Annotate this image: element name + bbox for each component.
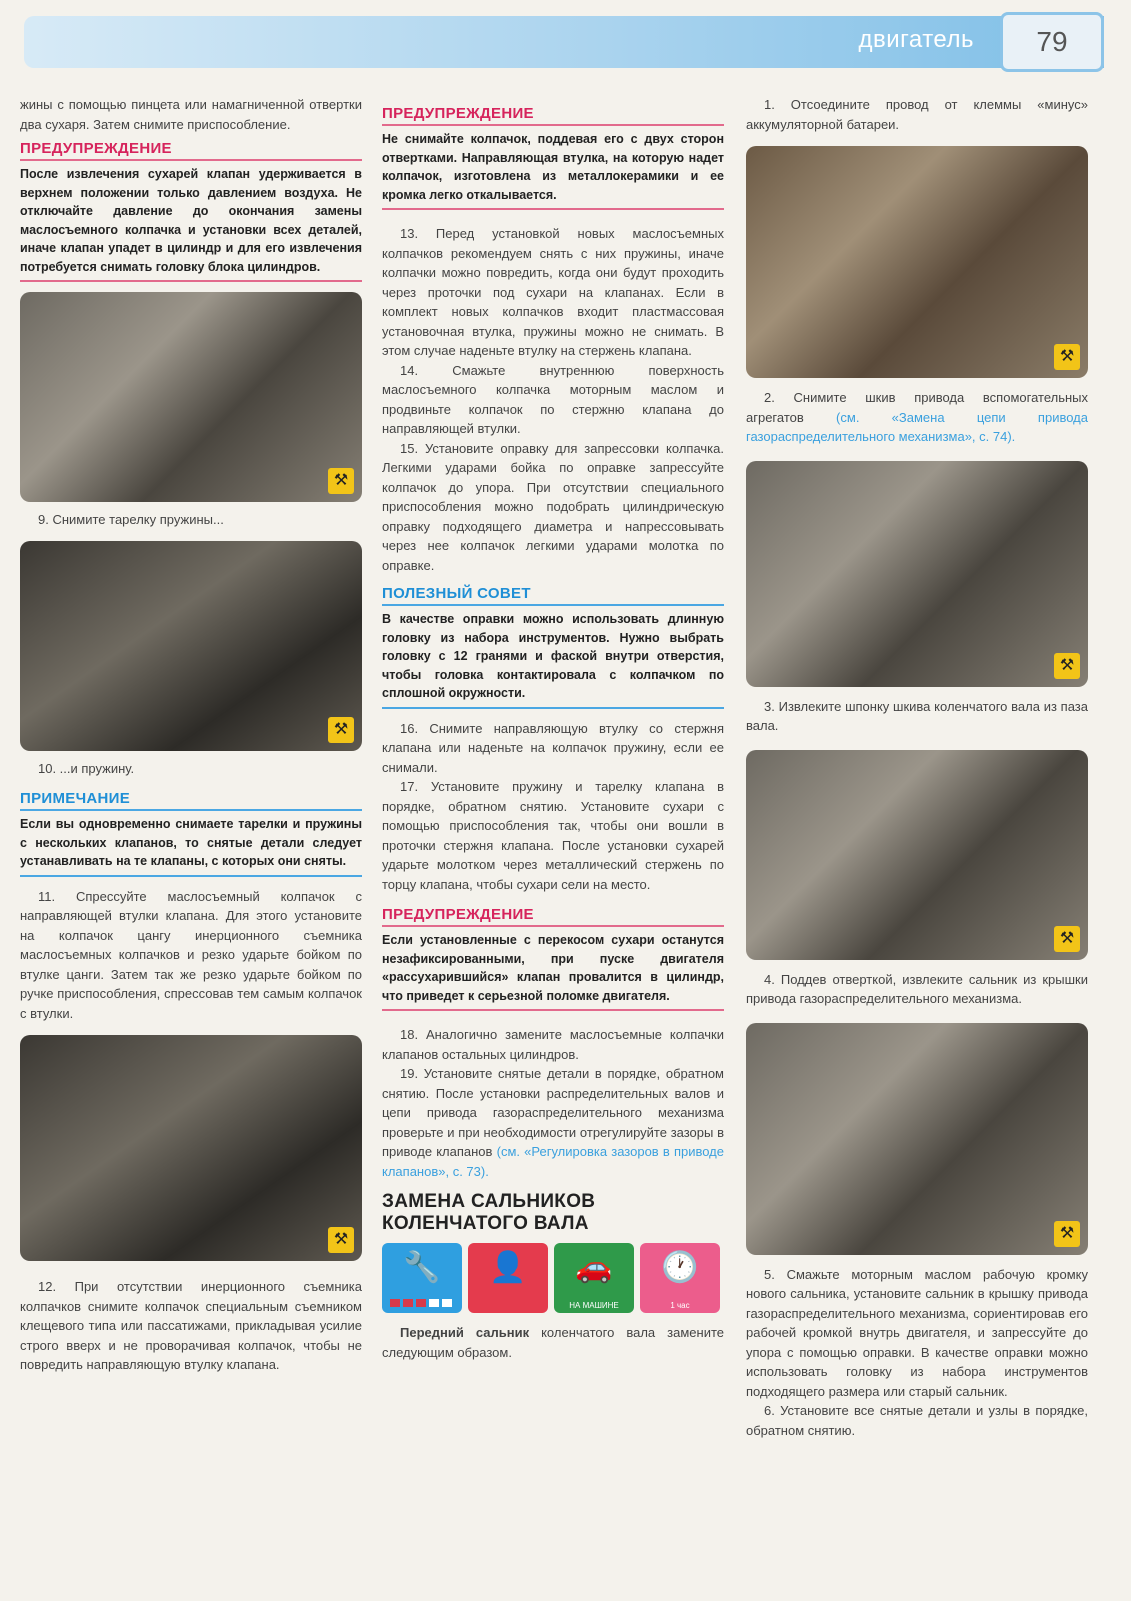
note-text: Если вы одновременно снимаете тарелки и пружины с нескольких клапанов, то снятые детали следует устанавливать на те клапаны, с которых они сняты.: [20, 815, 362, 877]
caption-step-6: 6. Установите все снятые детали и узлы в порядке, обратном снятию.: [746, 1403, 1088, 1438]
section-title: двигатель: [858, 26, 974, 53]
intro-paragraph: [382, 1323, 724, 1362]
caption-step-2: [746, 388, 1088, 447]
car-label: НА МАШИНЕ: [569, 1301, 619, 1310]
page-header: [24, 16, 1104, 68]
warning-text: Если установленные с перекосом сухари останутся незафиксированными, при пуске двигателя «рассухарившийся» клапан провалится в цилиндр, что приведет к серьезной поломке двигателя.: [382, 931, 724, 1011]
paragraph-step-14: 14. Смажьте внутреннюю поверхность маслосъемного колпачка моторным маслом и продвиньте колпачок по стержню клапана до направляющей втулки.: [382, 362, 724, 436]
car-icon: 🚗 НА МАШИНЕ: [554, 1243, 634, 1313]
tip-title: ПОЛЕЗНЫЙ СОВЕТ: [382, 585, 724, 606]
wrench-badge-icon: ⚒: [328, 468, 354, 494]
photo-step-3: [746, 750, 1088, 960]
paragraph-step-13: 13. Перед установкой новых маслосъемных колпачков рекомендуем снять с них пружины, иначе колпачки можно повредить, когда они будут проходить через проточки под сухари на клапанах. Если в комплект новых колпачков входит пластмассовая установочная втулка, пружины можно не снимать. В этом случае наденьте втулку на стержень клапана.: [382, 226, 724, 358]
caption-step-9: 9. Снимите тарелку пружины...: [38, 512, 224, 527]
wrench-badge-icon: ⚒: [328, 717, 354, 743]
cross-reference-link[interactable]: (см. «Замена цепи привода газораспределительного механизма», с. 74).: [746, 409, 1088, 444]
warning-title: ПРЕДУПРЕЖДЕНИЕ: [20, 140, 362, 161]
wrench-badge-icon: ⚒: [1054, 1221, 1080, 1247]
photo-step-2: [746, 461, 1088, 687]
photo-step-10: [20, 541, 362, 751]
warning-text: Не снимайте колпачок, поддевая его с двух сторон отвертками. Направляющая втулка, на которую надет колпачок, изготовлена из металлокерамики и ее кромка легко откалывается.: [382, 130, 724, 210]
difficulty-rating-icon: [390, 1299, 452, 1307]
caption-step-1: 1. Отсоедините провод от клеммы «минус» аккумуляторной батареи.: [746, 97, 1088, 132]
note-title: ПРИМЕЧАНИЕ: [20, 790, 362, 811]
intro-text: коленчатого вала замените следующим образом.: [382, 1325, 724, 1360]
paragraph-text: 19. Установите снятые детали в порядке, обратном снятию. После установки распределительных валов и цепи привода газораспределительного механизма проверьте и при необходимости отрегулируйте зазоры в приводе клапанов: [382, 1066, 724, 1159]
wrench-badge-icon: ⚒: [1054, 344, 1080, 370]
intro-bold: Передний сальник: [400, 1325, 530, 1340]
warning-text: После извлечения сухарей клапан удерживается в верхнем положении только давлением воздуха. Не отключайте давление до окончания замены маслосъемного колпачка и установки всех деталей, иначе клапан упадет в цилиндр и для его извлечения потребуется снимать головку блока цилиндров.: [20, 165, 362, 282]
page-number: 79: [1000, 12, 1104, 72]
photo-step-11: [20, 1035, 362, 1261]
caption-step-4: 4. Поддев отверткой, извлеките сальник из крышки привода газораспределительного механизма.: [746, 971, 1088, 1006]
tip-text: В качестве оправки можно использовать длинную головку из набора инструментов. Нужно выбрать головку с 12 гранями и фаской внутри отверстия, чтобы головка контактировала с колпачком по сплошной окружности.: [382, 610, 724, 709]
warning-box: [382, 105, 724, 210]
cross-reference-link[interactable]: (см. «Регулировка зазоров в приводе клапанов», с. 73).: [382, 1144, 724, 1179]
person-icon: 👤: [468, 1243, 548, 1313]
paragraph-step-16: 16. Снимите направляющую втулку со стержня клапана или наденьте на колпачок пружину, если ее снимали.: [382, 720, 724, 775]
note-box: [20, 790, 362, 877]
paragraph-step-17: 17. Установите пружину и тарелку клапана в порядке, обратном снятию. Установите сухари с помощью приспособления так, чтобы они вошли в проточки стержня клапана. После установки сухарей ударьте молотком через металлический стержень по торцу клапана, чтобы сухари сели на место.: [382, 779, 724, 892]
difficulty-icons: [382, 1243, 724, 1313]
warning-title: ПРЕДУПРЕЖДЕНИЕ: [382, 105, 724, 126]
clock-icon: 🕐 1 час: [640, 1243, 720, 1313]
time-label: 1 час: [670, 1301, 690, 1310]
photo-step-4: [746, 1023, 1088, 1255]
warning-box: [382, 906, 724, 1011]
section-heading: ЗАМЕНА САЛЬНИКОВ КОЛЕНЧАТОГО ВАЛА: [382, 1191, 596, 1234]
photo-step-1: [746, 146, 1088, 378]
wrench-badge-icon: ⚒: [328, 1227, 354, 1253]
wrench-badge-icon: ⚒: [1054, 653, 1080, 679]
column-middle: [382, 95, 724, 1362]
paragraph-step-19: [382, 1064, 724, 1181]
tip-box: [382, 585, 724, 709]
column-left: [20, 95, 362, 1375]
caption-text: 2. Снимите шкив привода вспомогательных агрегатов: [746, 390, 1088, 425]
paragraph: жины с помощью пинцета или намагниченной отвертки два сухаря. Затем снимите приспособление.: [20, 97, 362, 132]
warning-box: [20, 140, 362, 282]
wrench-badge-icon: ⚒: [1054, 926, 1080, 952]
caption-step-5: 5. Смажьте моторным маслом рабочую кромку нового сальника, установите сальник в крышку привода газораспределительного механизма, сориентировав его рабочей кромкой внутрь двигателя, и запрессуйте до упора с помощью оправки. В качестве оправки можно использовать головку из набора инструментов подходящего размера или старый сальник.: [746, 1266, 1088, 1399]
paragraph-step-11: 11. Спрессуйте маслосъемный колпачок с направляющей втулки клапана. Для этого установите на колпачок цангу инерционного съемника маслосъемных колпачков и резко ударьте бойком по втулке цанги. Затем так же резко ударьте бойком по ручке приспособления, спрессовав тем самым колпачок с втулки.: [20, 888, 362, 1021]
caption-step-10: 10. ...и пружину.: [38, 761, 135, 776]
tools-icon: 🔧: [382, 1243, 462, 1313]
paragraph-step-12: 12. При отсутствии инерционного съемника колпачков снимите колпачок специальным съемником клещевого типа или пассатижами, прикладывая усилие строго вверх и не проворачивая колпачок, чтобы не повредить направляющую втулку клапана.: [20, 1279, 362, 1372]
paragraph-step-15: 15. Установите оправку для запрессовки колпачка. Легкими ударами бойка по оправке запрессуйте колпачок до упора. При отсутствии специального приспособления можно подобрать цилиндрическую оправку подходящего диаметра и напрессовывать через нее колпачок легкими ударами молотка по оправке.: [382, 440, 724, 573]
photo-step-9: [20, 292, 362, 502]
caption-step-3: 3. Извлеките шпонку шкива коленчатого вала из паза вала.: [746, 698, 1088, 733]
column-right: [746, 95, 1088, 1440]
warning-title: ПРЕДУПРЕЖДЕНИЕ: [382, 906, 724, 927]
paragraph-step-18: 18. Аналогично замените маслосъемные колпачки клапанов остальных цилиндров.: [382, 1027, 724, 1062]
